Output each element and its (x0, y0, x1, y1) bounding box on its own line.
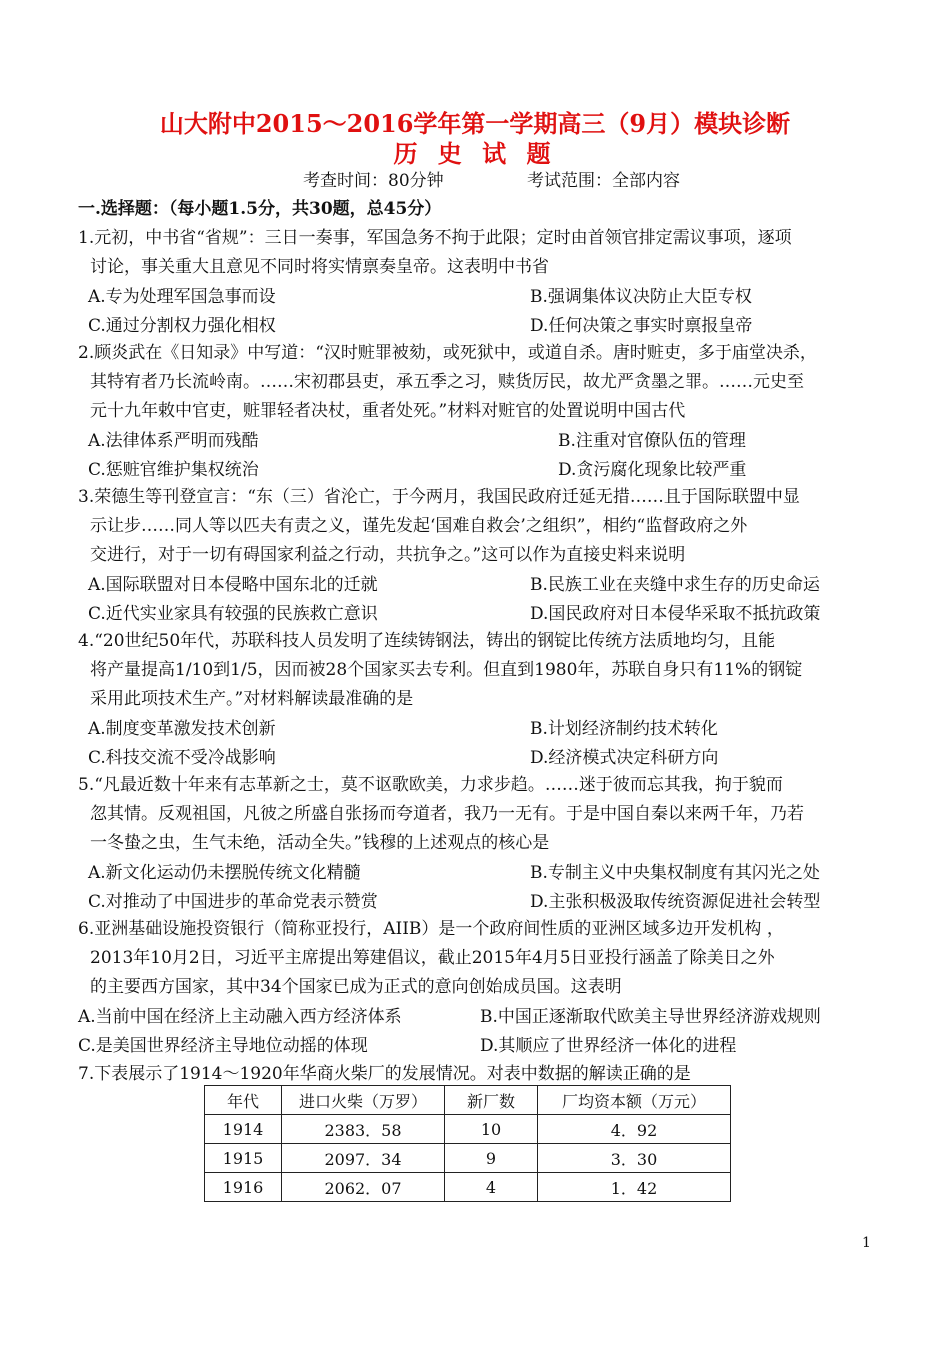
question-text-line: 3.荣德生等刊登宣言：“东（三）省沦亡，于今两月，我国民政府迁延无措……且于国际联盟中显 (78, 487, 800, 507)
exam-time: 考查时间：80分钟 (303, 171, 444, 191)
table-cell: 1915 (205, 1144, 282, 1173)
exam-subtitle: 历 史 试 题 (393, 139, 557, 168)
answer-option: D.国民政府对日本侵华采取不抵抗政策 (530, 604, 821, 624)
question-text-line: 2013年10月2日，习近平主席提出筹建倡议，截止2015年4月5日亚投行涵盖了除美日之外 (90, 948, 775, 968)
question-text-line: 采用此项技术生产。”对材料解读最准确的是 (90, 689, 414, 709)
answer-option: B.强调集体议决防止大臣专权 (530, 287, 752, 307)
answer-option: D.经济模式决定科研方向 (530, 748, 719, 768)
answer-option: A.国际联盟对日本侵略中国东北的迁就 (88, 575, 378, 595)
answer-option: A.新文化运动仍未摆脱传统文化精髓 (88, 863, 361, 883)
question-5 (78, 771, 888, 858)
page-number: 1 (862, 1235, 871, 1251)
answer-option: B.专制主义中央集权制度有其闪光之处 (530, 863, 820, 883)
question-text-line: 元十九年敕中官吏，赃罪轻者决杖，重者处死。”材料对赃官的处置说明中国古代 (90, 401, 686, 421)
col-header-avg-capital: 厂均资本额（万元） (538, 1086, 731, 1115)
question-text-line: 一冬蛰之虫，生气未绝，活动全失。”钱穆的上述观点的核心是 (90, 833, 550, 853)
answer-option: A.法律体系严明而残酷 (88, 431, 259, 451)
question-text-line: 1.元初，中书省“省规”：三日一奏事，军国急务不拘于此限；定时由首领官排定需议事项，逐项 (78, 228, 792, 248)
table-cell: 2383．58 (282, 1115, 445, 1144)
question-text-line: 示让步……同人等以匹夫有责之义，谨先发起‘国难自救会’之组织”，相约“监督政府之外 (90, 516, 748, 536)
question-text-line: 5.“凡最近数十年来有志革新之士，莫不讴歌欧美，力求步趋。……迷于彼而忘其我，拘于貌而 (78, 775, 783, 795)
col-header-imports: 进口火柴（万罗） (282, 1086, 445, 1115)
answer-option: D.贪污腐化现象比较严重 (558, 460, 747, 480)
answer-option: C.是美国世界经济主导地位动摇的体现 (78, 1036, 368, 1056)
col-header-new-factories: 新厂数 (445, 1086, 538, 1115)
answer-option: B.计划经济制约技术转化 (530, 719, 718, 739)
table-row (205, 1115, 731, 1144)
answer-option: A.专为处理军国急事而设 (88, 287, 276, 307)
question-text-line: 交进行，对于一切有碍国家利益之行动，共抗争之。”这可以作为直接史料来说明 (90, 545, 686, 565)
answer-option: A.当前中国在经济上主动融入西方经济体系 (78, 1007, 402, 1027)
question-6 (78, 915, 888, 1002)
section-heading: 一.选择题：（每小题1.5分，共30题，总45分） (78, 199, 442, 219)
answer-option: D.其顺应了世界经济一体化的进程 (480, 1036, 737, 1056)
table-header-row (205, 1086, 731, 1115)
answer-option: C.对推动了中国进步的革命党表示赞赏 (88, 892, 378, 912)
question-text-line: 忽其情。反观祖国，凡彼之所盛自张扬而夸道者，我乃一无有。于是中国自秦以来两千年，乃若 (90, 804, 804, 824)
question-text-line: 将产量提高1/10到1/5，因而被28个国家买去专利。但直到1980年，苏联自身只有11%的钢锭 (90, 660, 803, 680)
table-cell: 2097．34 (282, 1144, 445, 1173)
match-factory-table (204, 1085, 731, 1202)
table-cell: 9 (445, 1144, 538, 1173)
answer-option: C.近代实业家具有较强的民族救亡意识 (88, 604, 378, 624)
answer-option: C.惩赃官维护集权统治 (88, 460, 259, 480)
answer-option: C.通过分割权力强化相权 (88, 316, 276, 336)
exam-scope: 考试范围：全部内容 (527, 171, 680, 191)
answer-option: B.注重对官僚队伍的管理 (558, 431, 746, 451)
question-1 (78, 224, 888, 282)
question-text-line: 4.“20世纪50年代，苏联科技人员发明了连续铸钢法，铸出的钢锭比传统方法质地均匀，且能 (78, 631, 776, 651)
answer-option: B.民族工业在夹缝中求生存的历史命运 (530, 575, 820, 595)
table-cell: 4 (445, 1173, 538, 1202)
answer-option: D.任何决策之事实时禀报皇帝 (530, 316, 753, 336)
answer-option: D.主张积极汲取传统资源促进社会转型 (530, 892, 821, 912)
question-text-line: 其特宥者乃长流岭南。……宋初郡县吏，承五季之习，赎货厉民，故尤严贪墨之罪。……元史至 (90, 372, 804, 392)
table-cell: 4．92 (538, 1115, 731, 1144)
question-2 (78, 339, 888, 426)
question-text-line: 6.亚洲基础设施投资银行（简称亚投行，AIIB）是一个政府间性质的亚洲区域多边开发机构 ， (78, 919, 784, 939)
question-text-line: 2.顾炎武在《日知录》中写道：“汉时赃罪被劾，或死狱中，或道自杀。唐时赃吏，多于庙堂决杀， (78, 343, 817, 363)
question-4 (78, 627, 888, 714)
table-row (205, 1173, 731, 1202)
col-header-year: 年代 (205, 1086, 282, 1115)
table-cell: 10 (445, 1115, 538, 1144)
table-cell: 1916 (205, 1173, 282, 1202)
question-text-line: 的主要西方国家，其中34个国家已成为正式的意向创始成员国。这表明 (90, 977, 622, 997)
answer-option: B.中国正逐渐取代欧美主导世界经济游戏规则 (480, 1007, 821, 1027)
table-cell: 1．42 (538, 1173, 731, 1202)
table-cell: 2062．07 (282, 1173, 445, 1202)
question-text-line: 讨论，事关重大且意见不同时将实情禀奏皇帝。这表明中书省 (90, 257, 549, 277)
question-3 (78, 483, 888, 570)
answer-option: A.制度变革激发技术创新 (88, 719, 276, 739)
table-cell: 1914 (205, 1115, 282, 1144)
table-row (205, 1144, 731, 1173)
table-cell: 3．30 (538, 1144, 731, 1173)
question-text-line: 7.下表展示了1914～1920年华商火柴厂的发展情况。对表中数据的解读正确的是 (78, 1064, 691, 1084)
answer-option: C.科技交流不受冷战影响 (88, 748, 276, 768)
exam-title: 山大附中2015～2016学年第一学期高三（9月）模块诊断 (159, 109, 791, 138)
